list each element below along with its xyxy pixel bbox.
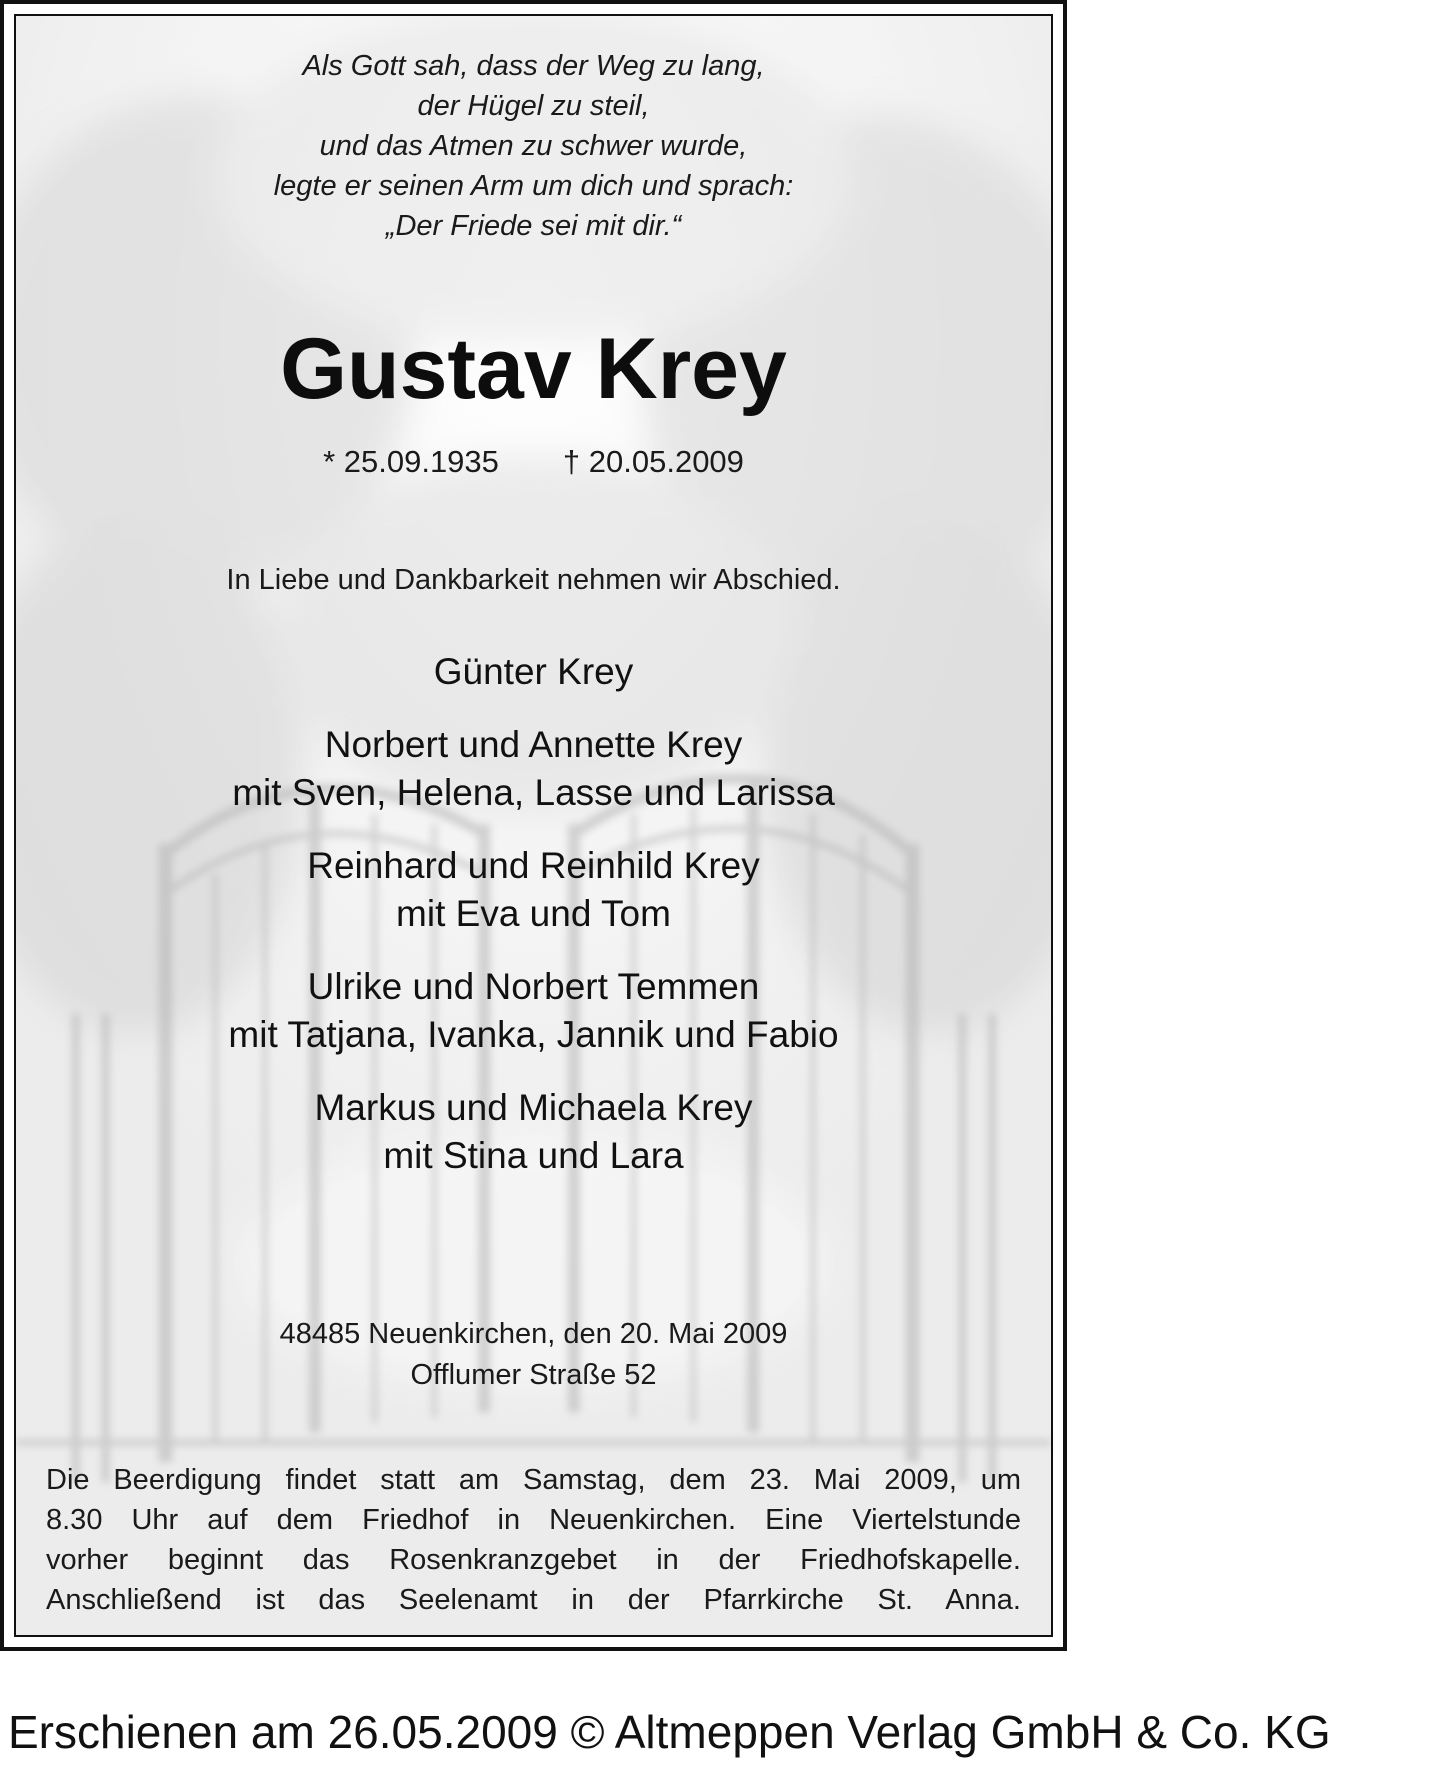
- poem-line: Als Gott sah, dass der Weg zu lang,: [302, 50, 765, 82]
- mourner-group: [16, 648, 1051, 696]
- poem-line: legte er seinen Arm um dich und sprach:: [273, 170, 794, 202]
- mourner-line: Günter Krey: [433, 651, 634, 692]
- mourner-line: Norbert und Annette Krey: [324, 724, 743, 765]
- address-city-date: 48485 Neuenkirchen, den 20. Mai 2009: [279, 1318, 788, 1350]
- funeral-notice-line: 8.30 Uhr auf dem Friedhof in Neuenkirchen. Eine Viertelstunde: [46, 1504, 1021, 1536]
- mourner-line: mit Eva und Tom: [396, 893, 671, 934]
- mourner-line: Reinhard und Reinhild Krey: [307, 845, 760, 886]
- publication-footer: Erschienen am 26.05.2009 © Altmeppen Verlag GmbH & Co. KG: [8, 1706, 1331, 1758]
- funeral-notice: [46, 1460, 1021, 1620]
- mourner-group: [16, 963, 1051, 1059]
- life-dates: [16, 442, 1051, 482]
- birth-date: * 25.09.1935: [323, 444, 499, 479]
- mourners-list: [16, 648, 1051, 1205]
- mourner-line: Ulrike und Norbert Temmen: [307, 966, 760, 1007]
- poem-line: „Der Friede sei mit dir.“: [385, 210, 682, 242]
- mourner-group: [16, 842, 1051, 938]
- mourner-group: [16, 1084, 1051, 1180]
- obituary-inner-frame: [14, 14, 1053, 1637]
- farewell-text: In Liebe und Dankbarkeit nehmen wir Abschied.: [226, 564, 841, 596]
- mourner-line: mit Stina und Lara: [383, 1135, 684, 1176]
- funeral-notice-line: Die Beerdigung findet statt am Samstag, dem 23. Mai 2009, um: [46, 1464, 1021, 1496]
- poem-line: der Hügel zu steil,: [417, 90, 650, 122]
- address-block: [16, 1314, 1051, 1396]
- funeral-notice-line: vorher beginnt das Rosenkranzgebet in der Friedhofskapelle.: [46, 1544, 1021, 1576]
- poem-verse: [16, 46, 1051, 246]
- mourner-line: Markus und Michaela Krey: [314, 1087, 753, 1128]
- address-street: Offlumer Straße 52: [410, 1359, 657, 1391]
- poem-line: und das Atmen zu schwer wurde,: [319, 130, 748, 162]
- mourner-line: mit Sven, Helena, Lasse und Larissa: [232, 772, 835, 813]
- mourner-line: mit Tatjana, Ivanka, Jannik und Fabio: [228, 1014, 839, 1055]
- mourner-group: [16, 721, 1051, 817]
- death-date: † 20.05.2009: [562, 444, 744, 479]
- funeral-notice-line: Anschließend ist das Seelenamt in der Pfarrkirche St. Anna.: [46, 1584, 1021, 1616]
- deceased-name: Gustav Krey: [280, 321, 787, 417]
